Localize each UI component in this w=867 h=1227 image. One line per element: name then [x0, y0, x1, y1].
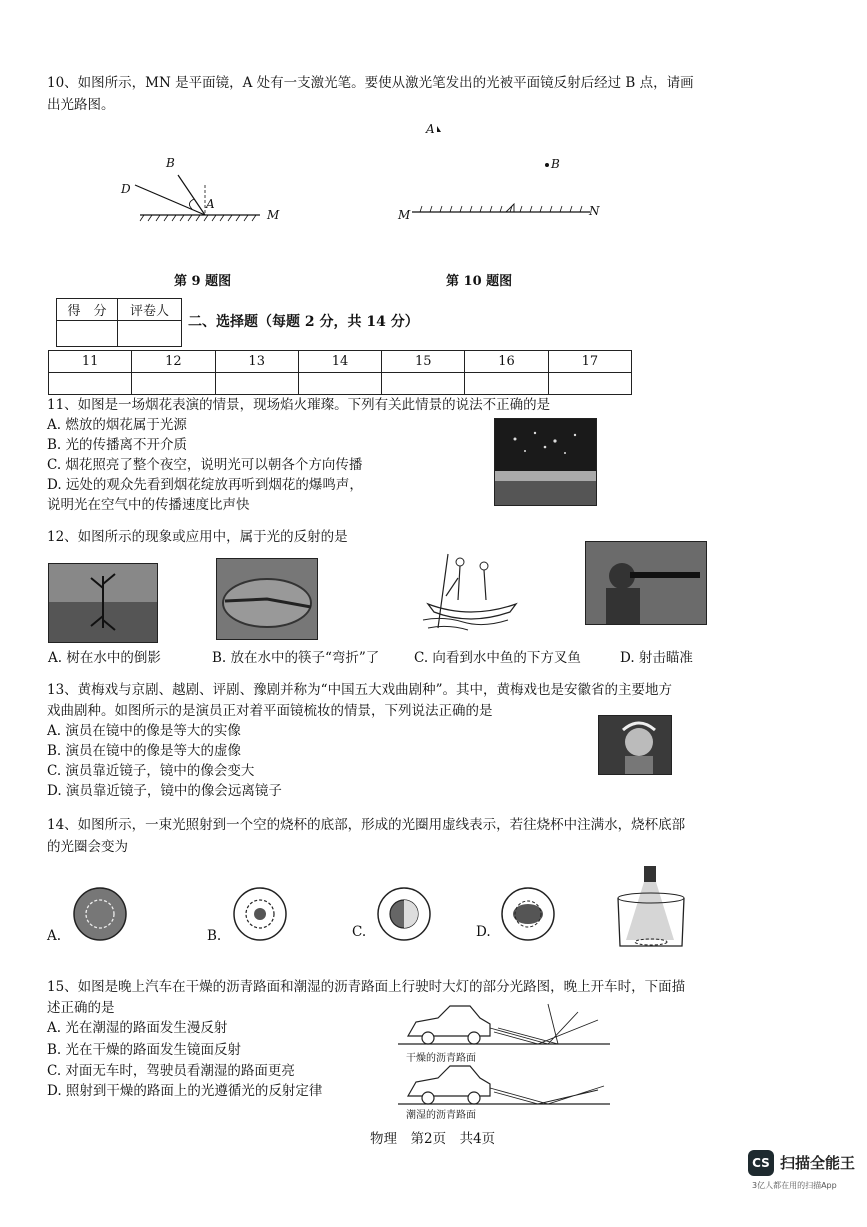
tree-reflection-photo — [48, 563, 158, 643]
score-box — [56, 298, 182, 347]
q15-line1: 15、如图是晚上汽车在干燥的沥青路面和潮湿的沥青路面上行驶时大灯的部分光路图，晚上开车时，下面描 — [47, 979, 686, 995]
score-box-col1: 得 分 — [57, 299, 118, 321]
q14-line1: 14、如图所示，一束光照射到一个空的烧杯的底部，形成的光圈用虚线表示，若往烧杯中注满水，烧杯底部 — [47, 817, 686, 833]
answer-grid-num: 11 — [49, 351, 132, 373]
shooting-aim-photo — [585, 541, 707, 625]
q14-option-b-label: B. — [207, 928, 222, 944]
q14-line2: 的光圈会变为 — [47, 839, 128, 855]
answer-cell[interactable] — [465, 373, 548, 395]
answer-cell[interactable] — [548, 373, 631, 395]
fig9-caption: 第 9 题图 — [174, 274, 232, 289]
answer-grid — [48, 350, 632, 395]
fig9-label-b: B — [166, 156, 175, 170]
fig10-label-b: B — [551, 157, 560, 171]
q13-option-d: D. 演员靠近镜子，镜中的像会远离镜子 — [47, 783, 282, 799]
q11-option-d1: D. 远处的观众先看到烟花绽放再听到烟花的爆鸣声， — [47, 477, 363, 493]
fig10-label-a: A — [426, 122, 435, 136]
q12-option-c: C. 向看到水中鱼的下方叉鱼 — [414, 650, 581, 666]
q11-option-d2: 说明光在空气中的传播速度比声快 — [47, 497, 250, 513]
answer-cell[interactable] — [49, 373, 132, 395]
answer-grid-num: 17 — [548, 351, 631, 373]
q10-line2: 出光路图。 — [47, 97, 115, 113]
fig9-label-m: M — [267, 208, 280, 222]
q11-stem: 11、如图是一场烟花表演的情景，现场焰火璀璨。下列有关此情景的说法不正确的是 — [47, 397, 551, 413]
q13-line2: 戏曲剧种。如图所示的是演员正对着平面镜梳妆的情景，下列说法正确的是 — [47, 703, 493, 719]
fig9-label-d: D — [121, 182, 131, 196]
section2-title: 二、选择题（每题 2 分，共 14 分） — [188, 314, 419, 330]
q14-option-c-label: C. — [352, 924, 367, 940]
q12-option-d: D. 射击瞄准 — [620, 650, 693, 666]
q12-stem: 12、如图所示的现象或应用中，属于光的反射的是 — [47, 529, 348, 545]
q13-option-b: B. 演员在镜中的像是等大的虚像 — [47, 743, 242, 759]
q11-option-a: A. 燃放的烟花属于光源 — [47, 417, 187, 433]
spearing-fish-drawing — [418, 548, 523, 634]
q15-option-d: D. 照射到干燥的路面上的光遵循光的反射定律 — [47, 1083, 323, 1099]
chopsticks-photo — [216, 558, 318, 640]
q15-option-c: C. 对面无车时，驾驶员看潮湿的路面更亮 — [47, 1063, 295, 1079]
q12-option-b: B. 放在水中的筷子“弯折”了 — [212, 650, 380, 666]
figure-9 — [110, 145, 290, 235]
q13-option-a: A. 演员在镜中的像是等大的实像 — [47, 723, 241, 739]
q13-option-c: C. 演员靠近镜子，镜中的像会变大 — [47, 763, 255, 779]
q14-option-a-figure — [72, 886, 128, 942]
q14-option-d-figure — [500, 886, 556, 942]
answer-grid-num: 12 — [132, 351, 215, 373]
answer-grid-num: 13 — [215, 351, 298, 373]
q15-option-b: B. 光在干燥的路面发生镜面反射 — [47, 1042, 242, 1058]
q14-option-d-label: D. — [476, 924, 491, 940]
q11-option-b: B. 光的传播离不开介质 — [47, 437, 188, 453]
q14-option-b-figure — [232, 886, 288, 942]
score-box-col2: 评卷人 — [118, 299, 182, 321]
answer-cell[interactable] — [298, 373, 381, 395]
scanner-brand: 扫描全能王 — [780, 1154, 856, 1172]
scanner-logo-icon: CS — [748, 1150, 774, 1176]
page-footer: 物理 第2页 共4页 — [370, 1131, 496, 1147]
fig10-caption: 第 10 题图 — [446, 274, 513, 289]
fireworks-photo — [494, 418, 597, 506]
scanner-tagline: 3亿人都在用的扫描App — [752, 1181, 837, 1190]
q15-line2: 述正确的是 — [47, 1000, 115, 1016]
answer-grid-num: 16 — [465, 351, 548, 373]
fig10-label-m: M — [398, 208, 411, 222]
actress-mirror-photo — [598, 715, 672, 775]
grader-cell[interactable] — [118, 321, 182, 347]
q14-option-c-figure — [376, 886, 432, 942]
answer-grid-num: 15 — [382, 351, 465, 373]
answer-cell[interactable] — [215, 373, 298, 395]
score-cell[interactable] — [57, 321, 118, 347]
answer-grid-num: 14 — [298, 351, 381, 373]
fig10-label-n: N — [589, 204, 600, 218]
q12-option-a: A. 树在水中的倒影 — [48, 650, 161, 666]
beaker-light-figure — [600, 862, 700, 952]
q14-option-a-label: A. — [47, 928, 62, 944]
q15-fig-wet-label: 潮湿的沥青路面 — [406, 1110, 476, 1121]
fig9-label-a: A — [206, 197, 215, 211]
answer-cell[interactable] — [382, 373, 465, 395]
q15-option-a: A. 光在潮湿的路面发生漫反射 — [47, 1020, 228, 1036]
q11-option-c: C. 烟花照亮了整个夜空，说明光可以朝各个方向传播 — [47, 457, 363, 473]
q13-line1: 13、黄梅戏与京剧、越剧、评剧、豫剧并称为“中国五大戏曲剧种”。其中，黄梅戏也是安徽省的主要地方 — [47, 682, 672, 698]
q10-line1: 10、如图所示，MN 是平面镜，A 处有一支激光笔。要使从激光笔发出的光被平面镜反射后经过 B 点，请画 — [47, 75, 694, 91]
q15-fig-dry-label: 干燥的沥青路面 — [406, 1053, 476, 1064]
answer-cell[interactable] — [132, 373, 215, 395]
